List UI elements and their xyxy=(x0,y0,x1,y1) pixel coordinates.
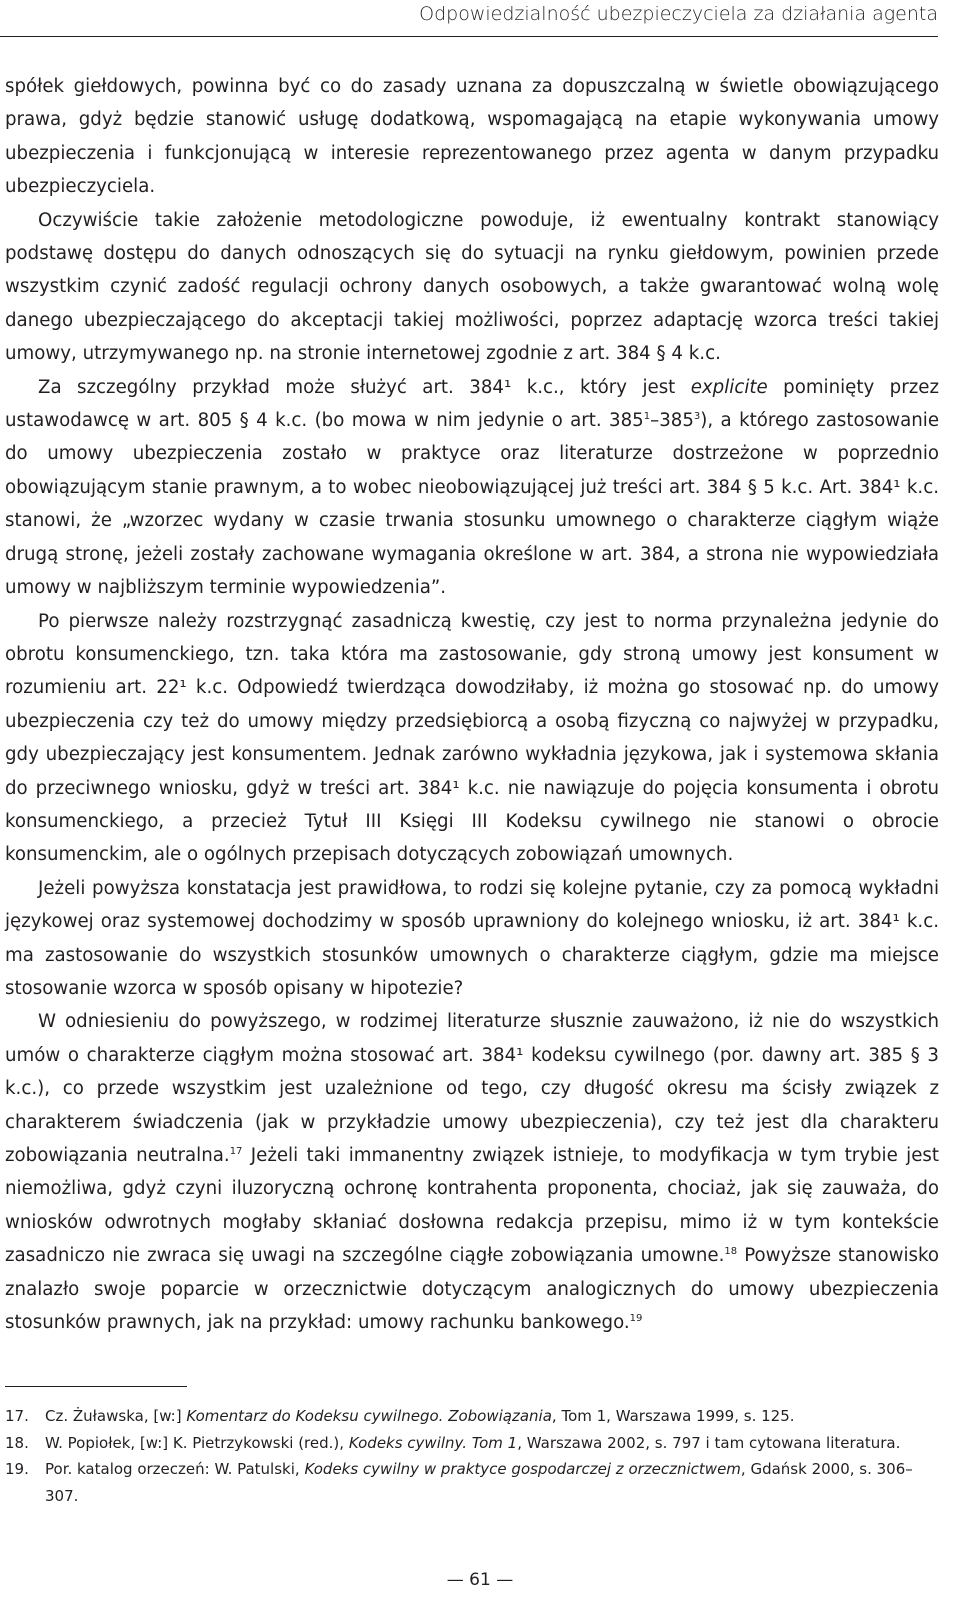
paragraph-6 xyxy=(5,1005,939,1339)
paragraph-5: Jeżeli powyższa konstatacja jest prawidłowa, to rodzi się kolejne pytanie, czy za pomocą wykładni językowej oraz systemowej dochodzimy w sposób uprawniony do kolejnego wniosku, iż art. 384¹ k.c. ma zastosowanie do wszystkich stosunków umownych o charakterze ciągłym, gdzie ma miejsce stosowanie wzorca w sposób opisany w hipotezie? xyxy=(5,877,939,999)
paragraph-3-text-b: pominięty przez ustawodawcę w art. 805 § 4 k.c. (bo mowa w nim jedynie o art. 385 xyxy=(5,376,939,432)
paragraph-3-text-d: ), a którego zastosowanie do umowy ubezpieczenia zostało w praktyce oraz literaturze dostrzeżone w poprzednio obowiązującym stanie prawnym, a to wobec nieobowiązującej już treści art. 384 § 5 k.c. Art. 384¹ k.c. stanowi, że „wzorzec wydany w czasie trwania stosunku umownego o charakterze ciągłym wiąże drugą stronę, jeżeli zostały zachowane wymagania określone w art. 384, a strona nie wypowiedziała umowy w najbliższym terminie wypowiedzenia”. xyxy=(5,410,940,599)
footnote-text-b: , Warszawa 2002, s. 797 i tam cytowana literatura. xyxy=(517,1433,901,1452)
paragraph-6-text-c: Powyższe stanowisko znalazło swoje poparcie w orzecznictwie dotyczącym analogicznych do umowy ubezpieczenia stosunków prawnych, jak na przykład: umowy rachunku bankowego. xyxy=(5,1245,939,1334)
paragraph-6-text-b: Jeżeli taki immanentny związek istnieje, to modyfikacja w tym trybie jest niemożliwa, gdyż czyni iluzoryczną ochronę kontrahenta proponenta, chociaż, jak się zauważa, do wniosków odwrotnych mogłaby skłaniać dosłowna redakcja przepisu, mimo iż w tym kontekście zasadniczo nie zwraca się uwagi na szczególne ciągłe zobowiązania umowne. xyxy=(5,1145,939,1267)
page-number: — 61 — xyxy=(446,1570,514,1590)
superscript-3: 3 xyxy=(693,411,701,422)
footnote-19 xyxy=(5,1456,939,1509)
footnote-number: 18. xyxy=(5,1433,29,1452)
footnotes xyxy=(5,1403,939,1509)
footnote-text xyxy=(45,1403,939,1430)
footnote-ref-18[interactable]: 18 xyxy=(724,1246,738,1258)
footnote-text xyxy=(45,1430,939,1457)
footnote-title: Kodeks cywilny w praktyce gospodarczej z orzecznictwem xyxy=(304,1460,741,1478)
paragraph-6-text-a: W odniesieniu do powyższego, w rodzimej literaturze słusznie zauważono, iż nie do wszystkich umów o charakterze ciągłym można stosować art. 384¹ kodeksu cywilnego (por. dawny art. 385 § 3 k.c.), co przede wszystkim jest uzależnione od tego, czy długość okresu ma ścisły związek z charakterem świadczenia (jak w przykładzie umowy ubezpieczenia), czy też jest dla charakteru zobowiązania neutralna. xyxy=(5,1011,939,1166)
running-header: Odpowiedzialność ubezpieczyciela za działania agenta xyxy=(419,3,938,25)
main-text xyxy=(5,70,939,1339)
footnote-text-b: , Tom 1, Warszawa 1999, s. 125. xyxy=(551,1407,795,1425)
paragraph-1: spółek giełdowych, powinna być co do zasady uznana za dopuszczalną w świetle obowiązującego prawa, gdyż będzie stanowić usługę dodatkową, wspomagającą na etapie wykonywania umowy ubezpieczenia i funkcjonującą w interesie reprezentowanego przez agenta w danym przypadku ubezpieczyciela. xyxy=(5,76,939,198)
footnote-text-a: Cz. Żuławska, [w:] xyxy=(45,1407,187,1425)
footnote-ref-19[interactable]: 19 xyxy=(629,1312,643,1324)
footnote-17 xyxy=(5,1403,939,1430)
emphasis-explicite: explicite xyxy=(690,376,768,398)
header-divider xyxy=(0,36,938,37)
paragraph-3-text-a: Za szczególny przykład może służyć art. 384¹ k.c., który jest xyxy=(38,376,691,398)
footnote-number: 19. xyxy=(5,1460,29,1478)
footnote-ref-17[interactable]: 17 xyxy=(229,1145,243,1157)
superscript-1: 1 xyxy=(643,411,651,422)
paragraph-2: Oczywiście takie założenie metodologiczne powoduje, iż ewentualny kontrakt stanowiący podstawę dostępu do danych odnoszących się do sytuacji na rynku giełdowym, powinien przede wszystkim czynić zadość regulacji ochrony danych osobowych, a także gwarantować wolną wolę danego ubezpieczającego do akceptacji takiej możliwości, poprzez adaptację wzorca treści takiej umowy, utrzymywanego np. na stronie internetowej zgodnie z art. 384 § 4 k.c. xyxy=(5,209,939,365)
footnote-divider xyxy=(5,1386,187,1387)
footnote-text-b: , Gdańsk 2000, s. 306–307. xyxy=(45,1460,913,1505)
footnote-text-a: Por. katalog orzeczeń: W. Patulski, xyxy=(45,1460,305,1478)
footnote-18 xyxy=(5,1430,939,1457)
paragraph-3-text-c: –385 xyxy=(650,410,694,432)
footnote-title: Komentarz do Kodeksu cywilnego. Zobowiązania xyxy=(186,1407,552,1425)
paragraph-3 xyxy=(5,371,939,605)
footnote-text-a: W. Popiołek, [w:] K. Pietrzykowski (red.), xyxy=(45,1433,349,1452)
footnote-number: 17. xyxy=(5,1407,29,1425)
footnote-title: Kodeks cywilny. Tom 1 xyxy=(348,1433,518,1452)
paragraph-4: Po pierwsze należy rozstrzygnąć zasadniczą kwestię, czy jest to norma przynależna jedynie do obrotu konsumenckiego, tzn. taka która ma zastosowanie, gdy stroną umowy jest konsument w rozumieniu art. 22¹ k.c. Odpowiedź twierdząca dowodziłaby, iż można go stosować np. do umowy ubezpieczenia czy też do umowy między przedsiębiorcą a osobą fizyczną co najwyżej w przypadku, gdy ubezpieczający jest konsumentem. Jednak zarówno wykładnia językowa, jak i systemowa skłania do przeciwnego wniosku, gdyż w treści art. 384¹ k.c. nie nawiązuje do pojęcia konsumenta i obrotu konsumenckiego, a przecież Tytuł III Księgi III Kodeksu cywilnego nie stanowi o obrocie konsumenckim, ale o ogólnych przepisach dotyczących zobowiązań umownych. xyxy=(5,610,939,866)
footnote-text xyxy=(45,1456,939,1509)
